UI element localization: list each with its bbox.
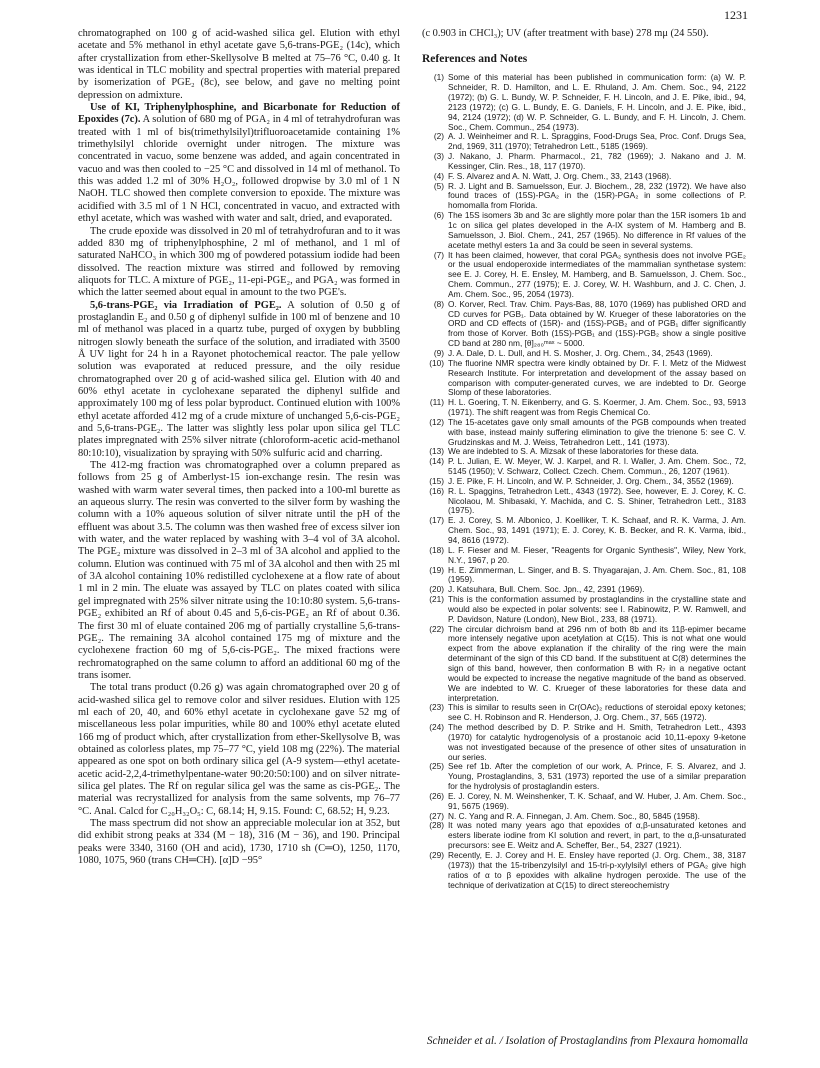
body-paragraph	[78, 818, 400, 867]
paragraph-heading: 5,6-trans-PGE₂ via Irradiation of PGE₂.	[90, 299, 282, 311]
reference-number: (18)	[429, 544, 444, 555]
reference-number: (23)	[429, 702, 444, 713]
paragraph-text: A solution of 0.50 g of prostaglandin E₂ and 0.50 g of diphenyl sulfide in 100 ml of benzene and 10 ml of methanol was placed in a quartz tube, purged of oxygen by bubbling nitrogen slowly beneath the surface of the solution, and irradiated with 3500 Å UV light for 24 h in a Rayonet photochemical reactor. The pale yellow solution was evaporated at reduced pressure, and the oily residue chromatographed over 20 g of acid-washed silica gel. Elution with 40 and 60% ethyl acetate in cyclohexane separated the diphenyl sulfide and approximately 100 mg of less polar byproduct. Continued elution with 100% ethyl acetate afforded 412 mg of a crude mixture of unchanged 5,6-cis-PGE₂ and 5,6-trans-PGE₂. The latter was slightly less polar upon silica gel TLC plates impregnated with 25% silver nitrate (chloroform-acetic acid-methanol 80:10:10), visualization by spraying with 50% sulfuric acid and charring.	[78, 299, 401, 459]
body-paragraph	[78, 28, 400, 102]
reference-number: (14)	[429, 456, 444, 467]
reference-item	[422, 211, 746, 250]
reference-text: H. E. Zimmerman, L. Singer, and B. S. Thyagarajan, J. Am. Chem. Soc., 81, 108 (1959).	[448, 564, 746, 585]
reference-number: (25)	[429, 761, 444, 772]
reference-text: R. J. Light and B. Samuelsson, Eur. J. Biochem., 28, 232 (1972). We have also found traces of (15S)-PGA₂ in the (15R)-PGA₂ in some collections of P. homomalla from Florida.	[448, 180, 746, 211]
reference-item	[422, 182, 746, 212]
reference-number: (26)	[429, 790, 444, 801]
paragraph-text: chromatographed on 100 g of acid-washed silica gel. Elution with ethyl acetate and 5% methanol in ethyl acetate gave 5,6-trans-PGE₂ (14c), which after crystallization from ether-Skellysolve B melted at 75–76 °C, 0.40 g. It was identical in TLC mobility and spectral properties with material prepared by isomerization of PGE₂ (8c), see below, and gave no melting point depression on admixture.	[78, 28, 400, 101]
reference-number: (9)	[433, 347, 444, 358]
reference-item	[422, 359, 746, 398]
reference-item	[422, 762, 746, 792]
paragraph-text: A solution of 680 mg of PGA₂ in 4 ml of tetrahydrofuran was treated with 1 ml of bis(trimethylsilyl)trifluoroacetamide containing 1% trimethylsilyl chloride overnight under nitrogen. The mixture was concentrated in vacuo, some benzene was added, and again concentrated in vacuo and was then cooled to −25 °C and dissolved in 14 ml of methanol. To this was added 1.2 ml of 30% H₂O₂, followed dropwise by 3.0 ml of 1 N NaOH. TLC showed then complete conversion to epoxide. The mixture was acidified with 3.5 ml of 1 N HCl, concentrated in vacuo, and extracted with ethyl acetate, which was washed with water and salt, dried, and evaporated.	[78, 114, 400, 225]
reference-item	[422, 723, 746, 762]
reference-text: F. S. Alvarez and A. N. Watt, J. Org. Chem., 33, 2143 (1968).	[448, 170, 672, 181]
reference-item	[422, 251, 746, 300]
body-paragraph	[78, 682, 400, 818]
reference-item	[422, 73, 746, 132]
reference-number: (28)	[429, 820, 444, 831]
reference-text: The circular dichroism band at 296 nm of both 8b and its 11β-epimer became more intensely negative upon acetylation at C(15). This is not what one would expect from the above explanation if the chirality of the ring were the main determinant of the sign of this CD band. If the substituent at C(8) determines the sign of this band, however, then conformation B with R₇ in a negative octant would be expected to increase the negative magnitude of the band as observed. We are indebted to W. C. Krueger of these laboratories for these data and interpretation.	[448, 623, 746, 703]
reference-text: N. C. Yang and R. A. Finnegan, J. Am. Chem. Soc., 80, 5845 (1958).	[448, 810, 700, 821]
reference-text: The 15S isomers 3b and 3c are slightly more polar than the 15R isomers 1b and 1c on silica gel plates developed in the A-IX system of M. Hamberg and B. Samuelsson, J. Biol. Chem., 241, 257 (1965). No difference in Rf values of the acetate methyl esters 1a and 3a could be seen in several systems.	[448, 210, 746, 250]
reference-item	[422, 418, 746, 448]
reference-number: (12)	[429, 416, 444, 427]
reference-item	[422, 703, 746, 723]
reference-text: R. L. Spaggins, Tetrahedron Lett., 4343 (1972). See, however, E. J. Corey, K. C. Nicolaou, M. Shibasaki, Y. Machida, and C. S. Shiner, Tetrahedron Lett., 3183 (1975).	[448, 485, 746, 516]
reference-number: (13)	[429, 446, 444, 457]
reference-number: (19)	[429, 564, 444, 575]
reference-item	[422, 546, 746, 566]
reference-text: It was noted many years ago that epoxides of α,β-unsaturated ketones and esters liberate iodine from KI solution and revert, in part, to the α,β-unsaturated precursors: see E. Weitz and A. Scheffer, Ber., 54, 2327 (1921).	[448, 820, 746, 851]
reference-text: J. A. Dale, D. L. Dull, and H. S. Mosher, J. Org. Chem., 34, 2543 (1969).	[448, 347, 713, 358]
reference-item	[422, 300, 746, 349]
page-number: 1231	[724, 8, 748, 22]
reference-item	[422, 595, 746, 625]
reference-text: L. F. Fieser and M. Fieser, "Reagents for Organic Synthesis", Wiley, New York, N.Y., 1967, p 20.	[448, 544, 746, 565]
reference-number: (15)	[429, 475, 444, 486]
reference-text: Recently, E. J. Corey and H. E. Ensley have reported (J. Org. Chem., 38, 3187 (1973)) that the 15-tribenzylsilyl and 15-tri-p-xylylsilyl ethers of PGA₂ give high ratios of α to β epoxides with alkaline hydrogen peroxide. The use of the technique of derivatization at C(15) to direct stereochemistry	[448, 850, 746, 890]
reference-text: We are indebted to S. A. Mizsak of these laboratories for these data.	[448, 446, 699, 457]
reference-text: J. Katsuhara, Bull. Chem. Soc. Jpn., 42, 2391 (1969).	[448, 584, 645, 595]
paragraph-text: The mass spectrum did not show an appreciable molecular ion at 352, but did exhibit strong peaks at 334 (M − 18), 316 (M − 36), and 190. Principal peaks were 3340, 3160 (OH and acid), 1730, 1710 sh (C═O), 1250, 1170, 1080, 1075, 960 (trans CH═CH). [α]D −95°	[78, 818, 400, 867]
reference-item	[422, 851, 746, 890]
paragraph-text: The 412-mg fraction was chromatographed over a column prepared as follows from 25 g of Amberlyst-15 ion-exchange resin. The resin was washed with warm water several times, then packed into a 100-ml burette as an aqueous slurry. The resin was converted to the silver form by washing the column with a 10% aqueous solution of silver nitrate until the pH of the effluent was about 3.5. The column was then washed free of excess silver ion with water, and the water replaced by washing with 3–4 vol of 3A alcohol. The PGE₂ mixture was dissolved in 2–3 ml of 3A alcohol and applied to the column. Elution was continued with 75 ml of 3A alcohol and then with 25 ml of 3A alcohol containing 10% redistilled cyclohexene at a flow rate of about 1 ml in 2 min. The eluate was assayed by TLC on plates coated with silica gel impregnated with 25% silver nitrate using the 10:10:80 system. 5,6-trans-PGE₂ exhibited an Rf of about 0.45 and 5,6-cis-PGE₂ an Rf of about 0.36. The first 30 ml of eluate contained 206 mg of partially crystalline 5,6-trans-PGE₂. The remaining 3A alcohol contained 175 mg of mixture and the cyclohexene fraction 60 mg of 5,6-cis-PGE₂. The mixed fractions were rechromatographed on the same column to afford an additional 60 mg of the trans isomer.	[78, 460, 400, 681]
reference-number: (4)	[433, 170, 444, 181]
reference-number: (22)	[429, 623, 444, 634]
reference-text: This is the conformation assumed by prostaglandins in the crystalline state and would also be expected in polar solvents: see I. Rabinowitz, P. W. Ramwell, and P. Davidson, Nature (London), New Biol., 233, 88 (1971).	[448, 594, 746, 624]
reference-number: (11)	[429, 397, 444, 408]
reference-number: (21)	[429, 594, 444, 605]
reference-item	[422, 566, 746, 586]
reference-text: P. L. Julian, E. W. Meyer, W. J. Karpel, and R. I. Waller, J. Am. Chem. Soc., 72, 5145 (1950); V. Schwarz, Collect. Czech. Chem. Commun., 26, 1207 (1961).	[448, 456, 746, 477]
reference-number: (20)	[429, 584, 444, 595]
body-paragraph	[78, 300, 400, 460]
reference-item	[422, 132, 746, 152]
uv-data-text: (c 0.903 in CHCl₃); UV (after treatment with base) 278 mμ (24 550).	[422, 28, 709, 39]
reference-text: The 15-acetates gave only small amounts of the PGB compounds when treated with base, instead mainly suffering elimination to give the trienone 5: see C. V. Grudzinskas and M. J. Weiss, Tetrahedron Lett., 141 (1973).	[448, 416, 746, 447]
reference-number: (29)	[429, 850, 444, 860]
reference-number: (1)	[433, 72, 444, 83]
references-heading: References and Notes	[422, 53, 528, 66]
reference-item	[422, 821, 746, 851]
reference-text: It has been claimed, however, that coral PGA₂ synthesis does not involve PGE₂ or the usual endoperoxide intermediates of the mammalian synthetase system: see E. J. Corey, H. E. Ensley, M. Hamberg, and B. Samuelsson, J. Chem. Soc., Chem. Commun., 277 (1975); E. J. Corey, W. H. Washburn, and J. C. Chen, J. Am. Chem. Soc., 95, 2054 (1973).	[448, 249, 746, 299]
body-paragraph	[78, 102, 400, 225]
reference-item	[422, 398, 746, 418]
reference-number: (8)	[433, 298, 444, 309]
reference-number: (6)	[433, 210, 444, 221]
left-column	[78, 28, 400, 867]
reference-item	[422, 625, 746, 704]
body-paragraph	[78, 226, 400, 300]
reference-number: (10)	[429, 357, 444, 368]
reference-text: H. L. Goering, T. N. Eikenberry, and G. S. Koermer, J. Am. Chem. Soc., 93, 5913 (1971). The shift reagent was from Regis Chemical Co.	[448, 397, 746, 418]
reference-number: (24)	[429, 722, 444, 733]
running-footer: Schneider et al. / Isolation of Prostaglandins from Plexaura homomalla	[426, 1035, 748, 1047]
reference-item	[422, 457, 746, 477]
reference-text: E. J. Corey, N. M. Weinshenker, T. K. Schaaf, and W. Huber, J. Am. Chem. Soc., 91, 5675 (1969).	[448, 790, 746, 811]
reference-item	[422, 516, 746, 546]
reference-text: A. J. Weinheimer and R. L. Spraggins, Food-Drugs Sea, Proc. Conf. Drugs Sea, 2nd, 1969, 311 (1970); Tetrahedron Lett., 5185 (1969).	[448, 131, 746, 152]
reference-text: The fluorine NMR spectra were kindly obtained by Dr. F. I. Metz of the Midwest Research Institute. For interpretation and development of the assay based on comparison with computer-generated curves, we are indebted to Dr. George Slomp of these laboratories.	[448, 357, 746, 398]
reference-text: The method described by D. P. Strike and H. Smith, Tetrahedron Lett., 4393 (1970) for catalytic hydrogenolysis of a prostanoic acid 10,11-epoxy 9-ketone was not investigated because of the presence of other sites of unsaturation in our series.	[448, 722, 746, 762]
reference-number: (16)	[429, 485, 444, 496]
reference-text: J. E. Pike, F. H. Lincoln, and W. P. Schneider, J. Org. Chem., 34, 3552 (1969).	[448, 475, 734, 486]
paragraph-text: The total trans product (0.26 g) was again chromatographed over 20 g of acid-washed silica gel to remove color and silver residues. Elution with 125 ml each of 20, 40, and 60% ethyl acetate in cyclohexane gave 52 mg of miscellaneous less polar impurities, while 80 and 100% ethyl acetate eluted 166 mg of product which, after crystallization from ether-Skellysolve B, was obtained as colorless plates, mp 75–77 °C, yield 108 mg (22%). The material appeared as one spot on both ordinary silica gel (A-9 system—ethyl acetate-acetic acid-2,2,4-trimethylpentane-water 90:20:50:100) and on silver nitrate-silica gel plates. The Rf on regular silica gel was the same as cis-PGE₂. The material was recrystallized for analysis from the same solvents, mp 76–77 °C. Anal. Calcd for C₂₀H₃₂O₅: C, 68.14; H, 9.15. Found: C, 68.52; H, 9.23.	[78, 682, 400, 817]
reference-text: See ref 1b. After the completion of our work, A. Prince, F. S. Alvarez, and J. Young, Prostaglandins, 3, 531 (1973) reported the use of a similar preparation for the hydrolysis of prostaglandin esters.	[448, 761, 746, 792]
reference-number: (2)	[433, 131, 444, 142]
reference-text: J. Nakano, J. Pharm. Pharmacol., 21, 782 (1969); J. Nakano and J. M. Kessinger, Clin. Res., 18, 117 (1970).	[448, 151, 746, 171]
reference-number: (3)	[433, 151, 444, 162]
reference-item	[422, 792, 746, 812]
reference-number: (7)	[433, 249, 444, 260]
body-paragraph	[78, 460, 400, 682]
reference-item	[422, 152, 746, 172]
reference-number: (27)	[429, 810, 444, 821]
reference-number: (5)	[433, 180, 444, 191]
reference-number: (17)	[429, 515, 444, 526]
references-list	[422, 73, 746, 890]
reference-text: E. J. Corey, S. M. Albonico, J. Koelliker, T. K. Schaaf, and R. K. Varma, J. Am. Chem. Soc., 93, 1491 (1971); E. J. Corey, K. B. Becker, and R. K. Varma, ibid., 94, 8616 (1972).	[448, 515, 746, 545]
reference-text: This is similar to results seen in Cr(OAc)₂ reductions of steroidal epoxy ketones; see C. H. Robinson and R. Henderson, J. Org. Chem., 37, 565 (1972).	[448, 702, 746, 723]
paragraph-heading: Use of KI, Triphenylphosphine, and Bicarbonate for Reduction of Epoxides (7c).	[78, 102, 400, 126]
reference-item	[422, 487, 746, 517]
reference-text: Some of this material has been published in communication form: (a) W. P. Schneider, R. D. Hamilton, and L. E. Rhuland, J. Am. Chem. Soc., 94, 2122 (1972); (b) G. L. Bundy, W. P. Schneider, F. H. Lincoln, and J. E. Pike, ibid., 94, 2123 (1972); (c) G. L. Bundy, E. G. Daniels, F. H. Lincoln, and J. E. Pike, ibid., 94, 2124 (1972); (d) W. P. Schneider, G. L. Bundy, and F. H. Lincoln, J. Chem. Soc., Chem. Commun., 254 (1973).	[448, 72, 746, 132]
paragraph-text: The crude epoxide was dissolved in 20 ml of tetrahydrofuran and to it was added 830 mg of triphenylphosphine, 2 ml of methanol, and 1 ml of saturated NaHCO₃ in which 300 mg of powdered potassium iodide had been dissolved. The reaction mixture was stirred and followed by removing aliquots for TLC. A mixture of PGE₂, 11-epi-PGE₂, and PGA₂ was formed in which the latter seemed about equal in amount to the two PGE's.	[78, 225, 400, 299]
reference-text: O. Korver, Recl. Trav. Chim. Pays-Bas, 88, 1070 (1969) has published ORD and CD curves for PGB₁. Data obtained by W. Krueger of these laboratories on the ORD and CD effects of (15R)- and (15S)-PGB₂ and of PGB₁ differ significantly from those of Korver. Both (15S)-PGB₁ and (15S)-PGB₂ show a single positive CD band at 280 nm, [θ]₂₈₀ᵐᵃˣ ~ 5000.	[448, 298, 746, 349]
right-column	[422, 28, 746, 890]
